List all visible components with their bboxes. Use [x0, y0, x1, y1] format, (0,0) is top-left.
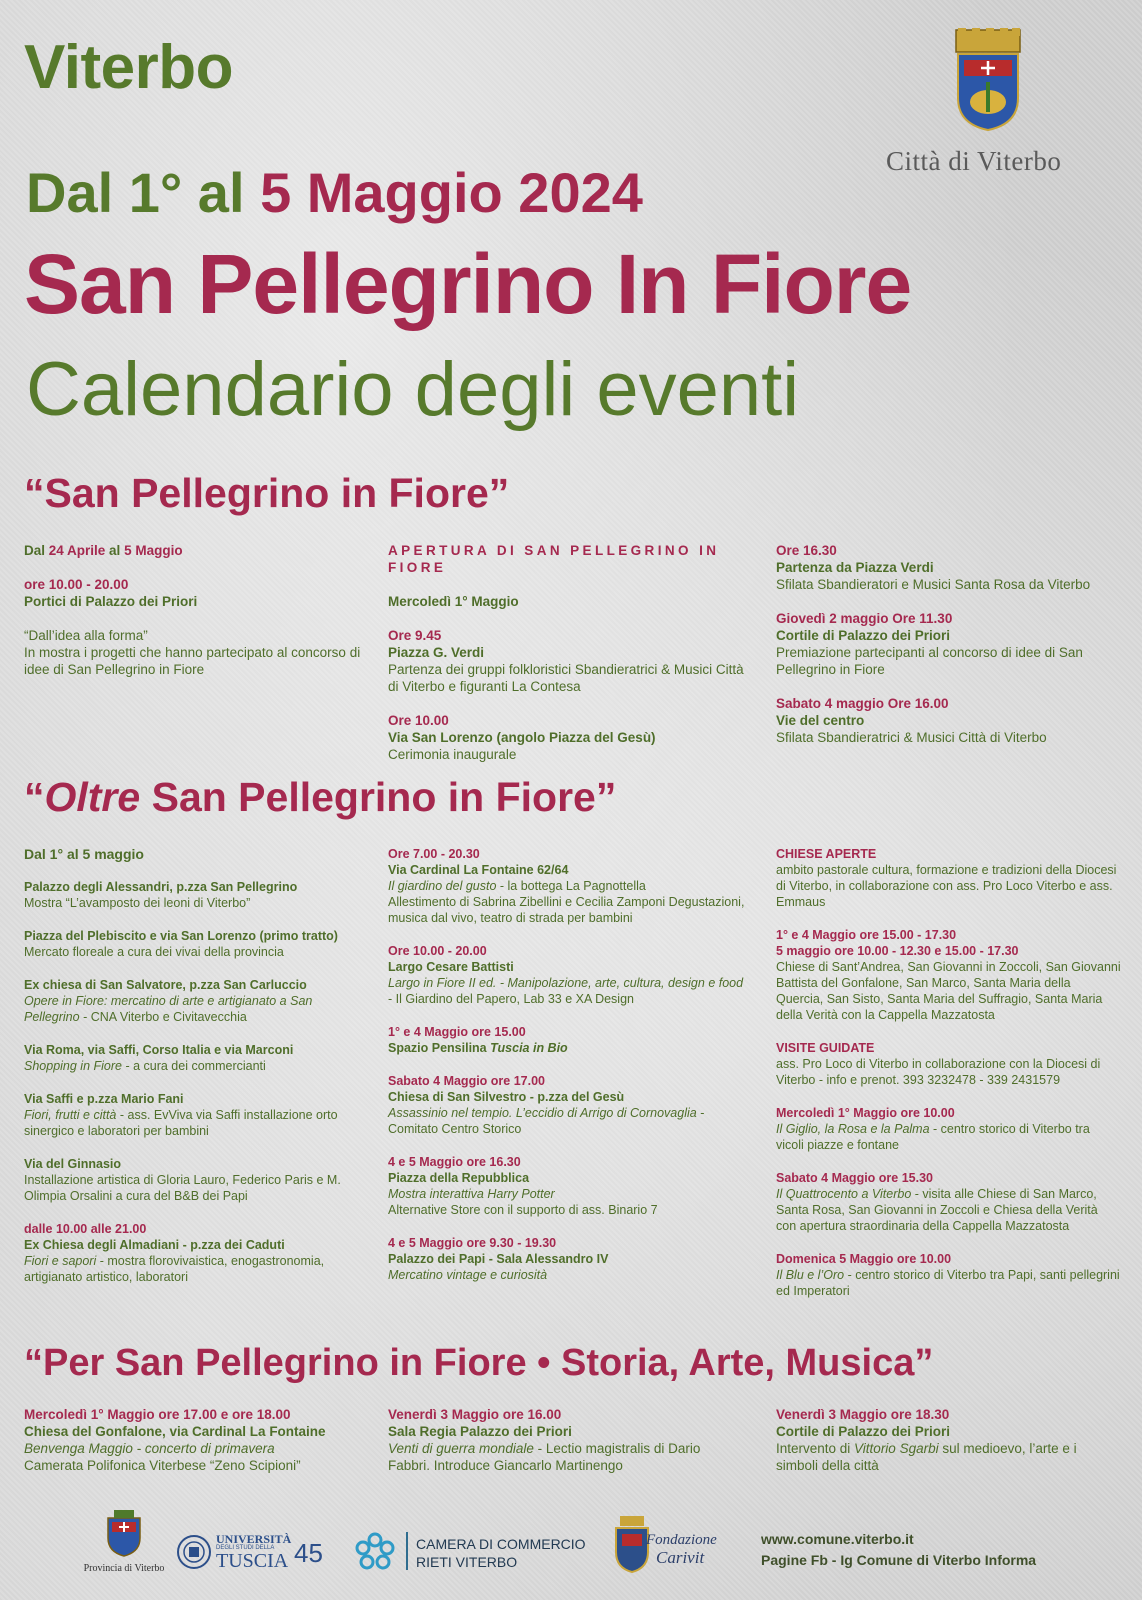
text: Assassinio nel tempio. L’eccidio di Arrigo di Cornovaglia	[388, 1106, 697, 1120]
list-item	[24, 1091, 344, 1139]
text: - visita alle Chiese di San Marco, Santa Rosa, San Giovanni in Zoccoli e Chiesa della Verità con apertura straordinaria della Cappella Mazzatosta	[776, 1187, 1098, 1233]
list-item	[24, 1156, 344, 1204]
crest-label: Città di Viterbo	[886, 146, 1062, 176]
social-pages: Pagine Fb - Ig Comune di Viterbo Informa	[761, 1552, 1037, 1568]
camera-commercio-icon	[352, 1530, 398, 1574]
opening-label: APERTURA DI SAN PELLEGRINO IN FIORE	[388, 543, 720, 575]
text: ass. Pro Loco di Viterbo in collaborazione con la Diocesi di Viterbo - info e prenot. 393 3232478 - 339 2431579	[776, 1057, 1101, 1087]
text: - centro storico di Viterbo tra Papi, santi pellegrini ed Imperatori	[776, 1268, 1120, 1298]
text: - centro storico di Viterbo tra vicoli piazze e fontane	[776, 1122, 1090, 1152]
fondazione-logo	[610, 1514, 740, 1578]
text: Dal	[24, 543, 49, 558]
text: TUSCIA	[216, 1550, 289, 1572]
text: Piazza della Repubblica	[388, 1171, 530, 1185]
list-item	[776, 927, 1121, 1023]
text: Shopping in Fiore	[24, 1059, 122, 1073]
dates-highlight: 5 Maggio 2024	[260, 161, 643, 224]
text: “	[24, 774, 45, 820]
text: Via Roma, via Saffi, Corso Italia e via Marconi	[24, 1043, 294, 1057]
list-item	[388, 943, 748, 1007]
text: 24 Aprile	[48, 543, 106, 558]
text: Mercoledì 1° Maggio ore 17.00 e ore 18.00	[24, 1407, 291, 1422]
univ-seal-icon	[176, 1532, 212, 1572]
text: Palazzo degli Alessandri, p.zza San Pellegrino	[24, 880, 298, 894]
provincia-logo	[74, 1508, 174, 1574]
text: Ore 10.00 - 20.00	[388, 944, 487, 958]
text: Vittorio Sgarbi	[854, 1441, 939, 1456]
text: - ass. EvViva via Saffi installazione orto sinergico e laboratori per bambini	[24, 1108, 338, 1138]
item-title	[24, 846, 344, 862]
text: Via del Ginnasio	[24, 1157, 122, 1171]
text: 5 maggio ore 10.00 - 12.30 e 15.00 - 17.30	[776, 944, 1019, 958]
time: Ore 16.30	[776, 543, 837, 558]
text: Carivit	[656, 1548, 705, 1567]
text: Ore 7.00 - 20.30	[388, 847, 480, 861]
place: Piazza G. Verdi	[388, 645, 485, 660]
text: Spazio Pensilina	[388, 1041, 491, 1055]
main-title: San Pellegrino In Fiore	[24, 237, 912, 331]
desc: Partenza dei gruppi folkloristici Sbandieratrici & Musici Città di Viterbo e figuranti La Contesa	[388, 662, 744, 694]
desc: Sfilata Sbandieratori e Musici Santa Rosa da Viterbo	[776, 577, 1091, 592]
text: 1° e 4 Maggio ore 15.00	[388, 1025, 526, 1039]
univ-logo	[176, 1530, 336, 1576]
text: sul medioevo, l’arte e i simboli della città	[776, 1441, 1077, 1473]
text: 5 Maggio	[124, 543, 183, 558]
text: Benvenga Maggio - concerto di primavera	[24, 1441, 275, 1456]
text: Allestimento di Sabrina Zibellini e Cecilia Zamponi Degustazioni, musica dal vivo, teatro di strada per bambini	[388, 895, 745, 925]
time: Giovedì 2 maggio Ore 11.30	[776, 611, 953, 626]
text: Sabato 4 Maggio ore 15.30	[776, 1171, 933, 1185]
quote: “Dall’idea alla forma”	[24, 628, 148, 643]
provincia-label: Provincia di Viterbo	[83, 1563, 165, 1574]
text: CAMERA DI COMMERCIO	[416, 1536, 586, 1552]
text: UNIVERSITÀ	[216, 1532, 292, 1546]
list-item	[24, 879, 344, 911]
text: Camerata Polifonica Viterbese “Zeno Scipioni”	[24, 1458, 301, 1473]
list-item	[776, 1105, 1121, 1153]
text: - Lectio magistralis di Dario Fabbri. Introduce Giancarlo Martinengo	[388, 1441, 701, 1473]
text: Fiori, frutti e città	[24, 1108, 117, 1122]
text: Via Saffi e p.zza Mario Fani	[24, 1092, 184, 1106]
list-item	[24, 1221, 344, 1285]
list-item	[388, 1235, 748, 1283]
time: ore 10.00 - 20.00	[24, 577, 129, 592]
list-item	[776, 846, 1121, 910]
section3-col3	[776, 1406, 1121, 1474]
section2-heading	[24, 774, 616, 821]
text: San Pellegrino in Fiore”	[140, 774, 617, 820]
city-title: Viterbo	[24, 33, 233, 102]
desc: In mostra i progetti che hanno partecipato al concorso di idee di San Pellegrino in Fiore	[24, 645, 361, 677]
section1-col1	[24, 542, 369, 678]
text: - la bottega La Pagnottella	[496, 879, 646, 893]
text: Mercatino vintage e curiosità	[388, 1268, 548, 1282]
time: Sabato 4 maggio Ore 16.00	[776, 696, 949, 711]
text: Chiese di Sant’Andrea, San Giovanni in Zoccoli, San Giovanni Battista del Gonfalone, San Marco, Santa Maria della Quercia, San Sisto, Santa Maria del Suffragio, Santa Maria della Verità con la Cappella Mazzatosta	[776, 960, 1121, 1022]
text: CHIESE APERTE	[776, 847, 877, 861]
event-dates	[26, 160, 643, 225]
anniversary-mark: 45	[294, 1538, 323, 1568]
text: Venerdì 3 Maggio ore 16.00	[388, 1407, 562, 1422]
text: Tuscia in Bio	[490, 1041, 568, 1055]
text: Il Quattrocento a Viterbo	[776, 1187, 912, 1201]
text: RIETI VITERBO	[416, 1554, 518, 1570]
text: Il Blu e l’Oro	[776, 1268, 845, 1282]
text: Mostra “L’avamposto dei leoni di Viterbo”	[24, 896, 251, 910]
place: Vie del centro	[776, 713, 865, 728]
list-item	[776, 1170, 1121, 1234]
text: Mostra interattiva Harry Potter	[388, 1187, 555, 1201]
text: Cortile di Palazzo dei Priori	[776, 1424, 951, 1439]
text: Largo Cesare Battisti	[388, 960, 514, 974]
text: Il Giglio, la Rosa e la Palma	[776, 1122, 930, 1136]
day: Mercoledì 1° Maggio	[388, 594, 519, 609]
time: Ore 10.00	[388, 713, 449, 728]
text: Venerdì 3 Maggio ore 18.30	[776, 1407, 950, 1422]
text: Mercato floreale a cura dei vivai della provincia	[24, 945, 284, 959]
text: - mostra florovivaistica, enogastronomia, artigianato artistico, laboratori	[24, 1254, 325, 1284]
list-item	[388, 1073, 748, 1137]
place: Portici di Palazzo dei Priori	[24, 594, 198, 609]
text: 4 e 5 Maggio ore 16.30	[388, 1155, 521, 1169]
desc: Sfilata Sbandieratrici & Musici Città di Viterbo	[776, 730, 1047, 745]
text: al	[105, 543, 125, 558]
text: Dal 1° al 5 maggio	[24, 846, 144, 862]
text: Via Cardinal La Fontaine 62/64	[388, 863, 569, 877]
place: Partenza da Piazza Verdi	[776, 560, 934, 575]
list-item	[776, 1040, 1121, 1088]
text: Fondazione	[646, 1532, 717, 1548]
text: - CNA Viterbo e Civitavecchia	[79, 1010, 247, 1024]
camera-commercio-logo	[352, 1530, 602, 1574]
text: DEGLI STUDI DELLA	[216, 1545, 275, 1551]
list-item	[24, 928, 344, 960]
list-item	[24, 1042, 344, 1074]
text: Opere in Fiore: mercatino di arte e artigianato a San Pellegrino	[24, 994, 313, 1024]
text: 4 e 5 Maggio ore 9.30 - 19.30	[388, 1236, 557, 1250]
list-item	[388, 1154, 748, 1218]
desc: Premiazione partecipanti al concorso di idee di San Pellegrino in Fiore	[776, 645, 1083, 677]
text: Mercoledì 1° Maggio ore 10.00	[776, 1106, 955, 1120]
section1-col3	[776, 542, 1121, 746]
text: Chiesa di San Silvestro - p.zza del Gesù	[388, 1090, 625, 1104]
text: ambito pastorale cultura, formazione e tradizioni della Diocesi di Viterbo, in collaborazione con ass. Pro Loco Viterbo e ass. Emmaus	[776, 863, 1117, 909]
website-link[interactable]: www.comune.viterbo.it	[761, 1531, 914, 1547]
text: Intervento di	[776, 1441, 855, 1456]
text: Oltre	[44, 774, 141, 820]
text: Piazza del Plebiscito e via San Lorenzo (primo tratto)	[24, 929, 338, 943]
section2-col3	[776, 846, 1121, 1299]
city-crest-icon	[950, 28, 1026, 132]
text: Sala Regia Palazzo dei Priori	[388, 1424, 572, 1439]
text: Domenica 5 Maggio ore 10.00	[776, 1252, 952, 1266]
text: Largo in Fiore II ed. - Manipolazione, arte, cultura, design e food	[388, 976, 744, 990]
text: - Comitato Centro Storico	[388, 1106, 705, 1136]
section3-heading: “Per San Pellegrino in Fiore • Storia, Arte, Musica”	[24, 1342, 934, 1384]
time: Ore 9.45	[388, 628, 442, 643]
text: Alternative Store con il supporto di ass. Binario 7	[388, 1203, 658, 1217]
text: - Il Giardino del Papero, Lab 33 e XA Design	[388, 992, 634, 1006]
list-item	[388, 846, 748, 926]
text: Sabato 4 Maggio ore 17.00	[388, 1074, 545, 1088]
dates-prefix: Dal 1° al	[26, 161, 261, 224]
provincia-crest-icon	[104, 1508, 144, 1558]
text: - a cura dei commercianti	[121, 1059, 266, 1073]
text: dalle 10.00 alle 21.00	[24, 1222, 147, 1236]
text: Fiori e sapori	[24, 1254, 97, 1268]
text: Palazzo dei Papi - Sala Alessandro IV	[388, 1252, 609, 1266]
section3-col1	[24, 1406, 369, 1474]
text: VISITE GUIDATE	[776, 1041, 875, 1055]
section1-heading: “San Pellegrino in Fiore”	[24, 470, 510, 516]
section2-col1	[24, 846, 344, 1285]
list-item	[24, 977, 344, 1025]
text: Ex chiesa di San Salvatore, p.zza San Carluccio	[24, 978, 307, 992]
section3-col2	[388, 1406, 733, 1474]
text: Ex Chiesa degli Almadiani - p.zza dei Caduti	[24, 1238, 285, 1252]
text: Il giardino del gusto	[388, 879, 497, 893]
list-item	[388, 1024, 748, 1056]
place: Cortile di Palazzo dei Priori	[776, 628, 951, 643]
desc: Cerimonia inaugurale	[388, 747, 517, 762]
text: Installazione artistica di Gloria Lauro, Federico Paris e M. Olimpia Orsalini a cura del B&B dei Papi	[24, 1173, 341, 1203]
place: Via San Lorenzo (angolo Piazza del Gesù)	[388, 730, 656, 745]
list-item	[776, 1251, 1121, 1299]
section1-col2	[388, 542, 754, 763]
text: 1° e 4 Maggio ore 15.00 - 17.30	[776, 928, 957, 942]
text: Venti di guerra mondiale	[388, 1441, 534, 1456]
section2-col2	[388, 846, 748, 1283]
text: Chiesa del Gonfalone, via Cardinal La Fontaine	[24, 1424, 326, 1439]
subtitle: Calendario degli eventi	[26, 347, 800, 432]
